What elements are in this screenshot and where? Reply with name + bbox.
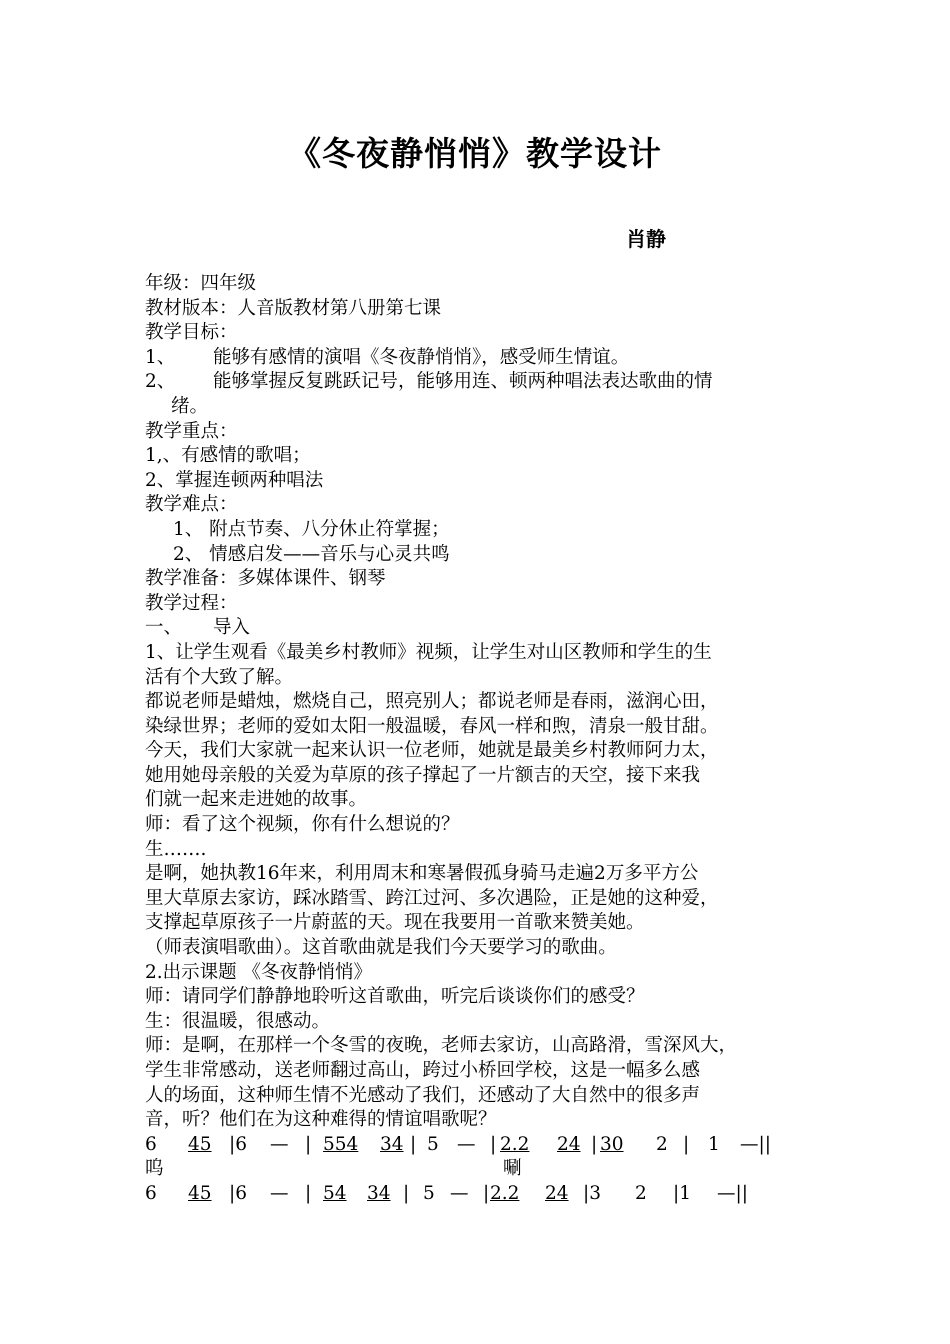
objective-2-text: 能够掌握反复跳跃记号，能够用连、顿两种唱法表达歌曲的情 (213, 371, 713, 393)
section-intro-text: 导入 (213, 617, 251, 639)
score-barline: | (305, 1133, 312, 1155)
paragraph-line: 活有个大致了解。 (145, 666, 294, 688)
score-note: 554 (323, 1133, 359, 1155)
paragraph-line: 师：是啊，在那样一个冬雪的夜晚，老师去家访，山高路滑，雪深风大， (145, 1035, 738, 1057)
score-barline: | (683, 1133, 690, 1155)
paragraph-line: 支撑起草原孩子一片蔚蓝的天。现在我要用一首歌来赞美她。 (145, 912, 645, 934)
score-note: — (450, 1182, 469, 1204)
score-end: —|| (717, 1182, 748, 1204)
objective-1-number: 1、 (145, 346, 176, 368)
paragraph-line: （师表演唱歌曲）。这首歌曲就是我们今天要学习的歌曲。 (145, 937, 617, 959)
key-point-2: 2、掌握连顿两种唱法 (145, 469, 324, 491)
difficulties-heading: 教学难点： (145, 494, 238, 516)
score-note: 2 (635, 1182, 647, 1204)
score-note: |1 (673, 1182, 692, 1204)
score-barline: | (483, 1182, 490, 1204)
paragraph-line: 生……. (145, 838, 207, 860)
score-note: 54 (323, 1182, 347, 1204)
paragraph-line: 今天，我们大家就一起来认识一位老师，她就是最美乡村教师阿力太， (145, 740, 719, 762)
process-heading: 教学过程： (145, 592, 238, 614)
paragraph-line: 染绿世界；老师的爱如太阳一般温暖，春风一样和煦，清泉一般甘甜。 (145, 715, 719, 737)
paragraph-line: 是啊，她执教16年来，利用周末和寒暑假孤身骑马走遍2万多平方公 (145, 863, 699, 885)
score-barline: | (591, 1133, 598, 1155)
score-note: — (270, 1133, 289, 1155)
objective-2-number: 2、 (145, 371, 176, 393)
score-note: 45 (188, 1133, 212, 1155)
preparation-line: 教学准备：多媒体课件、钢琴 (145, 568, 386, 590)
score-note: 34 (367, 1182, 391, 1204)
lyric-word: 唰 (503, 1158, 522, 1180)
grade-line: 年级：四年级 (145, 273, 257, 294)
difficulty-2: 2、 情感启发——音乐与心灵共鸣 (173, 543, 450, 565)
score-note: 1 (708, 1133, 720, 1155)
score-note: 2 (656, 1133, 668, 1155)
paragraph-line: 人的场面，这种师生情不光感动了我们，还感动了大自然中的很多声 (145, 1084, 701, 1106)
paragraph-line: 生：很温暖，很感动。 (145, 1010, 331, 1032)
score-note: 30 (600, 1133, 624, 1155)
score-note: — (270, 1182, 289, 1204)
objective-1 (145, 346, 825, 371)
key-point-1: 1,、有感情的歌唱； (145, 445, 311, 467)
score-note: |6 (229, 1182, 248, 1204)
score-note: 5 (423, 1182, 435, 1204)
section-intro (145, 616, 825, 641)
paragraph-line: 们就一起来走进她的故事。 (145, 789, 368, 811)
paragraph-line: 师：看了这个视频，你有什么想说的？ (145, 814, 460, 836)
difficulty-1: 1、 附点节奏、八分休止符掌握； (173, 518, 450, 540)
score-line-1 (145, 1133, 825, 1158)
paragraph-line: 师：请同学们静静地聆听这首歌曲，听完后谈谈你们的感受？ (145, 986, 645, 1008)
score-end: —|| (740, 1133, 771, 1155)
score-note: — (457, 1133, 476, 1155)
score-note: 2.2 (490, 1182, 520, 1204)
score-barline: | (403, 1182, 410, 1204)
objective-2-cont: 绪。 (171, 395, 209, 417)
score-note: 6 (145, 1182, 157, 1204)
score-barline: | (410, 1133, 417, 1155)
paragraph-line: 1、让学生观看《最美乡村教师》视频，让学生对山区教师和学生的生 (145, 641, 712, 663)
score-note: 34 (380, 1133, 404, 1155)
paragraph-line: 她用她母亲般的关爱为草原的孩子撑起了一片额吉的天空，接下来我 (145, 764, 701, 786)
score-line-2 (145, 1182, 825, 1207)
score-note: 45 (188, 1182, 212, 1204)
document-title: 《冬夜静悄悄》教学设计 (288, 134, 662, 173)
score-note: 2.2 (500, 1133, 530, 1155)
objectives-heading: 教学目标： (145, 322, 238, 344)
objective-1-text: 能够有感情的演唱《冬夜静悄悄》，感受师生情谊。 (213, 346, 630, 368)
score-note: 6 (145, 1133, 157, 1155)
lyric-line (145, 1157, 825, 1182)
objective-2 (145, 370, 825, 395)
paragraph-line: 里大草原去家访，踩冰踏雪、跨江过河、多次遇险，正是她的这种爱， (145, 887, 719, 909)
textbook-line: 教材版本：人音版教材第八册第七课 (145, 297, 442, 319)
score-barline: | (490, 1133, 497, 1155)
paragraph-line: 都说老师是蜡烛，燃烧自己，照亮别人；都说老师是春雨，滋润心田， (145, 691, 719, 713)
score-note: 24 (557, 1133, 581, 1155)
key-points-heading: 教学重点： (145, 420, 238, 442)
paragraph-line: 学生非常感动，送老师翻过高山，跨过小桥回学校，这是一幅多么感 (145, 1060, 701, 1081)
score-note: |3 (583, 1182, 602, 1204)
paragraph-line: 2.出示课题 《冬夜静悄悄》 (145, 961, 373, 983)
score-note: 5 (427, 1133, 439, 1155)
paragraph-line: 音，听？他们在为这种难得的情谊唱歌呢？ (145, 1109, 497, 1131)
lyric-word: 呜 (145, 1158, 164, 1180)
score-note: 24 (545, 1182, 569, 1204)
score-note: |6 (229, 1133, 248, 1155)
author-name: 肖静 (626, 227, 666, 251)
score-barline: | (305, 1182, 312, 1204)
section-number: 一、 (145, 617, 183, 639)
document-body (145, 272, 825, 1207)
